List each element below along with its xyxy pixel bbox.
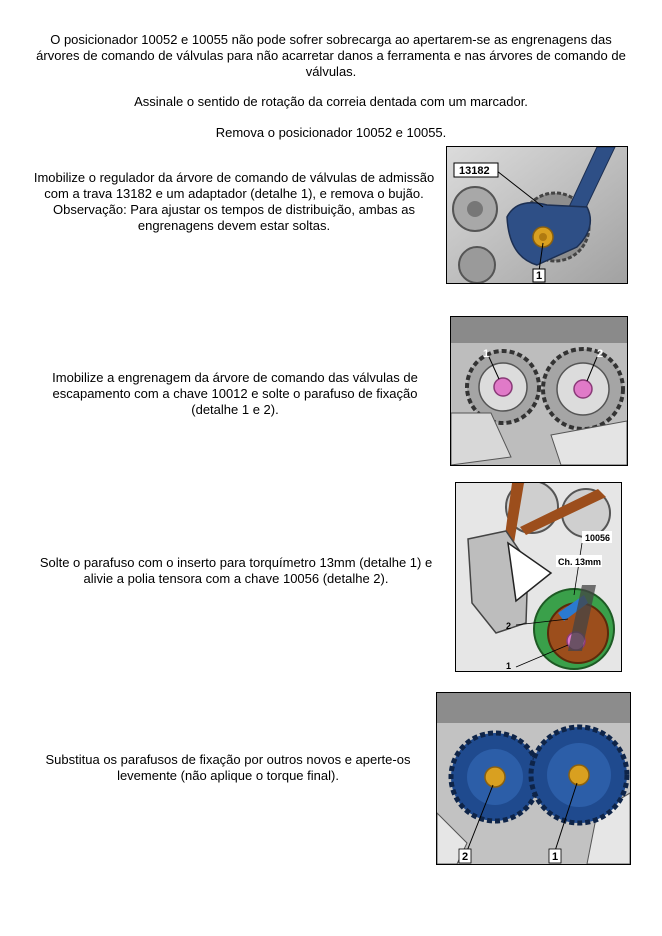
figure-step-4-label-2: 2 (462, 851, 469, 863)
figure-step-3-label-2: 2 (506, 621, 512, 631)
remove-positioner-paragraph: Remova o posicionador 10052 e 10055. (215, 125, 447, 140)
figure-step-1-drawing (447, 147, 627, 283)
step-1-note: Observação: Para ajustar os tempos de distribuição, ambas as engrenagens devem estar soltas. (52, 202, 415, 233)
figure-step-2 (450, 316, 628, 466)
figure-step-1-label-1: 1 (536, 270, 543, 282)
figure-step-4 (436, 692, 631, 865)
step-3-text: Solte o parafuso com o inserto para torquímetro 13mm (detalhe 1) e alivie a polia tensora com a chave 10056 (detalhe 2). (39, 555, 433, 586)
mark-direction-paragraph: Assinale o sentido de rotação da correia dentada com um marcador. (134, 94, 528, 109)
warning-paragraph: O posicionador 10052 e 10055 não pode sofrer sobrecarga ao apertarem-se as engrenagens das árvores de comando de válvulas para não acarretar danos a ferramenta e nas árvores de comando de válvulas. (36, 32, 626, 79)
figure-step-3 (455, 482, 622, 672)
figure-step-2-label-2: 2 (597, 348, 604, 360)
figure-step-3-drawing (456, 483, 621, 671)
step-2-text: Imobilize a engrenagem da árvore de comando das válvulas de escapamento com a chave 10012 e solte o parafuso de fixação (detalhe 1 e 2). (52, 370, 418, 417)
figure-step-4-label-1: 1 (552, 851, 559, 863)
figure-step-1 (446, 146, 628, 284)
step-1-instruction: Imobilize o regulador da árvore de comando de válvulas de admissão com a trava 13182 e um adaptador (detalhe 1), e remova o bujão. (33, 170, 435, 201)
figure-step-4-drawing (437, 693, 630, 864)
figure-step-2-label-1: 1 (483, 348, 490, 360)
step-4-text: Substitua os parafusos de fixação por outros novos e aperte-os levemente (não aplique o torque final). (45, 752, 411, 783)
figure-step-2-drawing (451, 317, 627, 465)
figure-step-1-label-tool: 13182 (459, 165, 490, 177)
step-1-text (30, 170, 438, 234)
figure-step-3-label-10056: 10056 (585, 533, 611, 543)
figure-step-3-label-1: 1 (506, 661, 512, 671)
figure-step-3-label-ch13: Ch. 13mm (558, 557, 602, 567)
